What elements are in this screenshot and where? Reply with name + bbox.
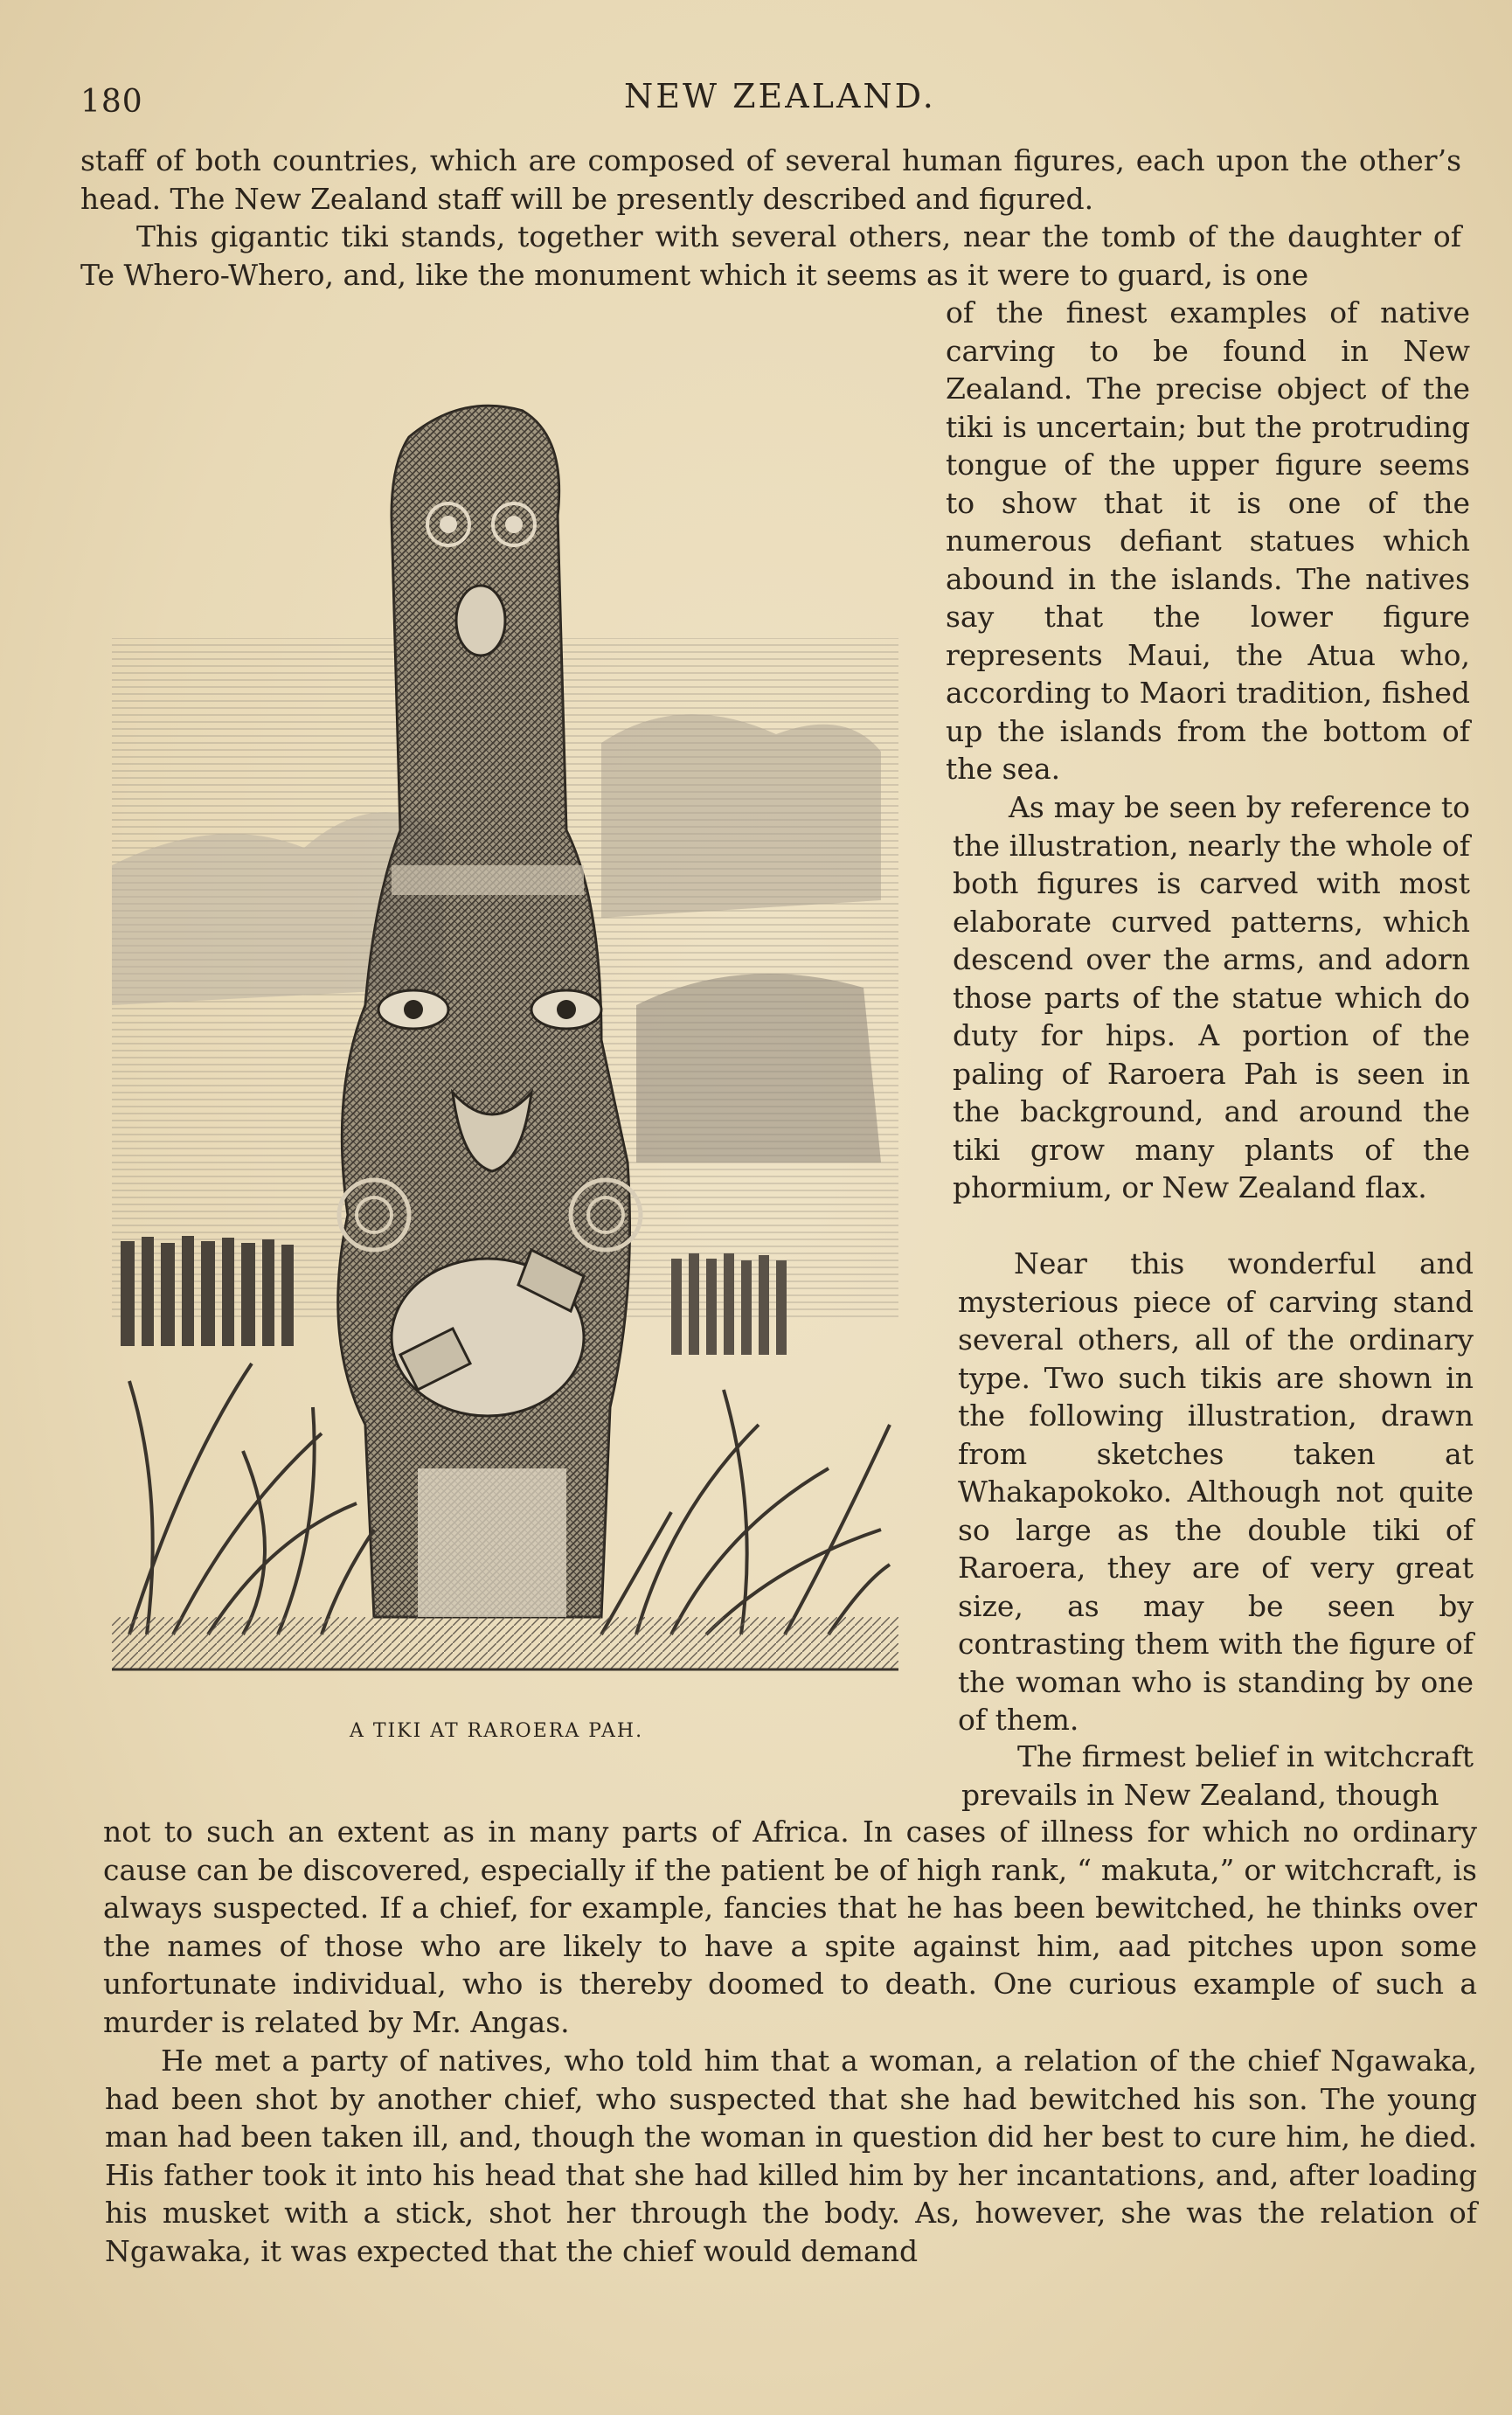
paragraph-witchcraft-start: The firmest belief in witchcraft prevails in New Zealand, though xyxy=(961,1739,1474,1812)
paragraph-witchcraft: not to such an extent as in many parts of Africa. In cases of illness for which no ordinary cause can be discovered, especially if the patient be of high rank, “ makuta,” or witchcraft, is always suspected. If a chief, for example, fancies that he has been bewitched, he thinks over the names of those who are likely to have a spite against him, aad pitches upon some unfortunate individual, who is thereby doomed to death. One curious example of such a murder is related by Mr. Angas. xyxy=(103,1815,1477,2039)
paragraph-tiki-intro: This gigantic tiki stands, together with several others, near the tomb of the daughter of Te Whero-Whero, and, like the monument which it seems as it were to guard, is one xyxy=(80,219,1461,292)
figure-caption: A TIKI AT RAROERA PAH. xyxy=(349,1720,644,1742)
tiki-engraving-picture xyxy=(112,376,898,1713)
tiki-statue xyxy=(338,406,641,1617)
paragraph-carving-description: As may be seen by reference to the illustration, nearly the whole of both figures is carved with most elaborate curved patterns, which descend over the arms, and adorn those parts of the statue which do duty for hips. A portion of the paling of Raroera Pah is seen in the background, and around the tiki grow many plants of the phormium, or New Zealand flax. xyxy=(953,790,1470,1204)
tiki-illustration xyxy=(112,376,898,1713)
page-number: 180 xyxy=(80,84,143,120)
running-title: NEW ZEALAND. xyxy=(624,77,936,115)
running-head xyxy=(80,77,1479,129)
paragraph-tiki-intro-column: of the finest examples of native carving to be found in New Zealand. The precise object of the tiki is uncertain; but the protruding tongue of the upper figure seems to show that it is one of the numerous defiant statues which abound in the islands. The natives say that the lower figure represents Maui, the Atua who, according to Maori tradition, fished up the islands from the bottom of the sea. xyxy=(946,295,1470,786)
paragraph-other-tikis: Near this wonderful and mysterious piece of carving stand several others, all of the ordinary type. Two such tikis are shown in the following illustration, drawn from sketches taken at Whakapokoko. Although not quite so large as the double tiki of Raroera, they are of very great size, as may be seen by contrasting them with the figure of the woman who is standing by one of them. xyxy=(958,1246,1474,1737)
paragraph-continuation: staff of both countries, which are composed of several human figures, each upon the other’s head. The New Zealand staff will be presently described and figured. xyxy=(80,143,1461,216)
palisade-left xyxy=(121,1236,294,1346)
paragraph-ngawaka-story: He met a party of natives, who told him that a woman, a relation of the chief Ngawaka, had been shot by another chief, who suspected that she had bewitched his son. The young man had been taken ill, and, though the woman in question did her best to cure him, he died. His father took it into his head that she had killed him by her incantations, and, after loading his musket with a stick, shot her through the body. As, however, she was the relation of Ngawaka, it was expected that the chief would demand xyxy=(105,2044,1477,2268)
